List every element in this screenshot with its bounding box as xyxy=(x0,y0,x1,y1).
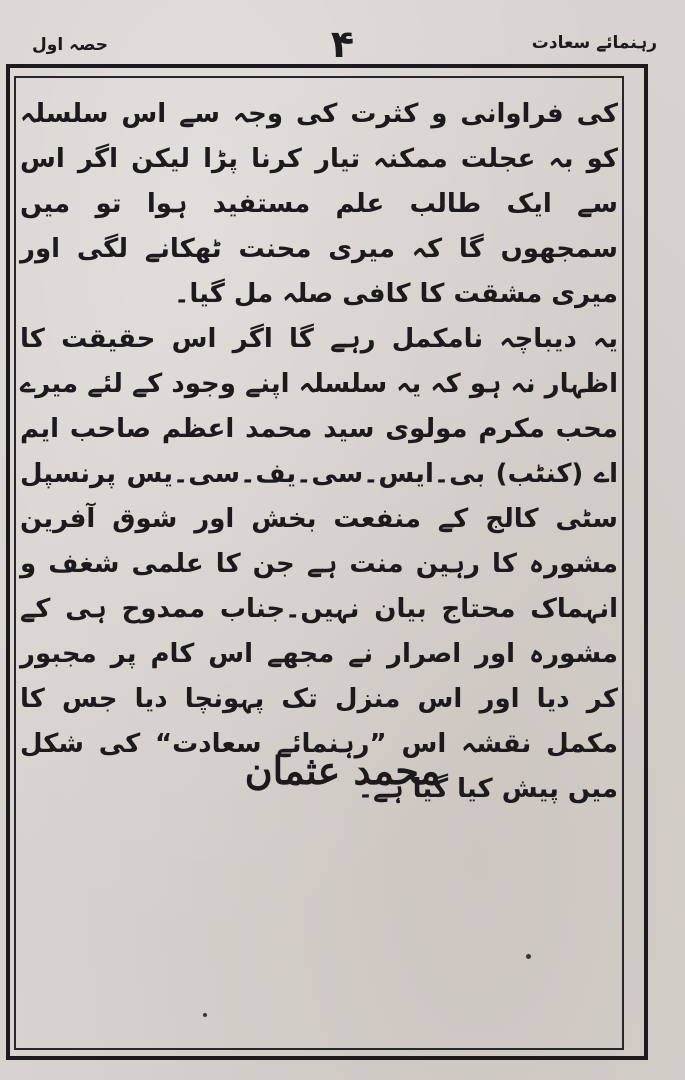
paragraph-2: یہ دیباچہ نامکمل رہے گا اگر اس حقیقت کا اظہار نہ ہو کہ یہ سلسلہ اپنے وجود کے لئے میرے محب مکرم مولوی سید محمد اعظم صاحب ایم اے (کنٹب) بی۔ایس۔سی۔یف۔سی۔یس پرنسپل سٹی کالج کے منفعت بخش اور شوق آفرین مشورہ کا رہین منت ہے جن کا علمی شغف و انہماک محتاج بیان نہیں۔جناب ممدوح ہی کے مشورہ اور اصرار نے مجھے اس کام پر مجبور کر دیا اور اس منزل تک پہونچا دیا جس کا مکمل نقشہ اس ”رہنمائے سعادت“ کی شکل میں پیش کیا گیا ہے۔ xyxy=(20,324,618,804)
page-number: ۴ xyxy=(330,22,355,66)
ink-speck xyxy=(203,1013,207,1017)
author-signature: محمد عثمان xyxy=(244,748,441,793)
ink-speck xyxy=(526,954,531,959)
running-section-title: حصہ اول xyxy=(32,35,109,55)
preface-body xyxy=(20,92,618,812)
paragraph-1: کی فراوانی و کثرت کی وجہ سے اس سلسلہ کو بہ عجلت ممکنہ تیار کرنا پڑا لیکن اگر اس سے ایک طالب علم مستفید ہوا تو میں سمجھوں گا کہ میری محنت ٹھکانے لگی اور میری مشقت کا کافی صلہ مل گیا۔ xyxy=(20,99,618,309)
page-header xyxy=(20,20,665,70)
running-book-title: رہنمائے سعادت xyxy=(531,33,657,53)
